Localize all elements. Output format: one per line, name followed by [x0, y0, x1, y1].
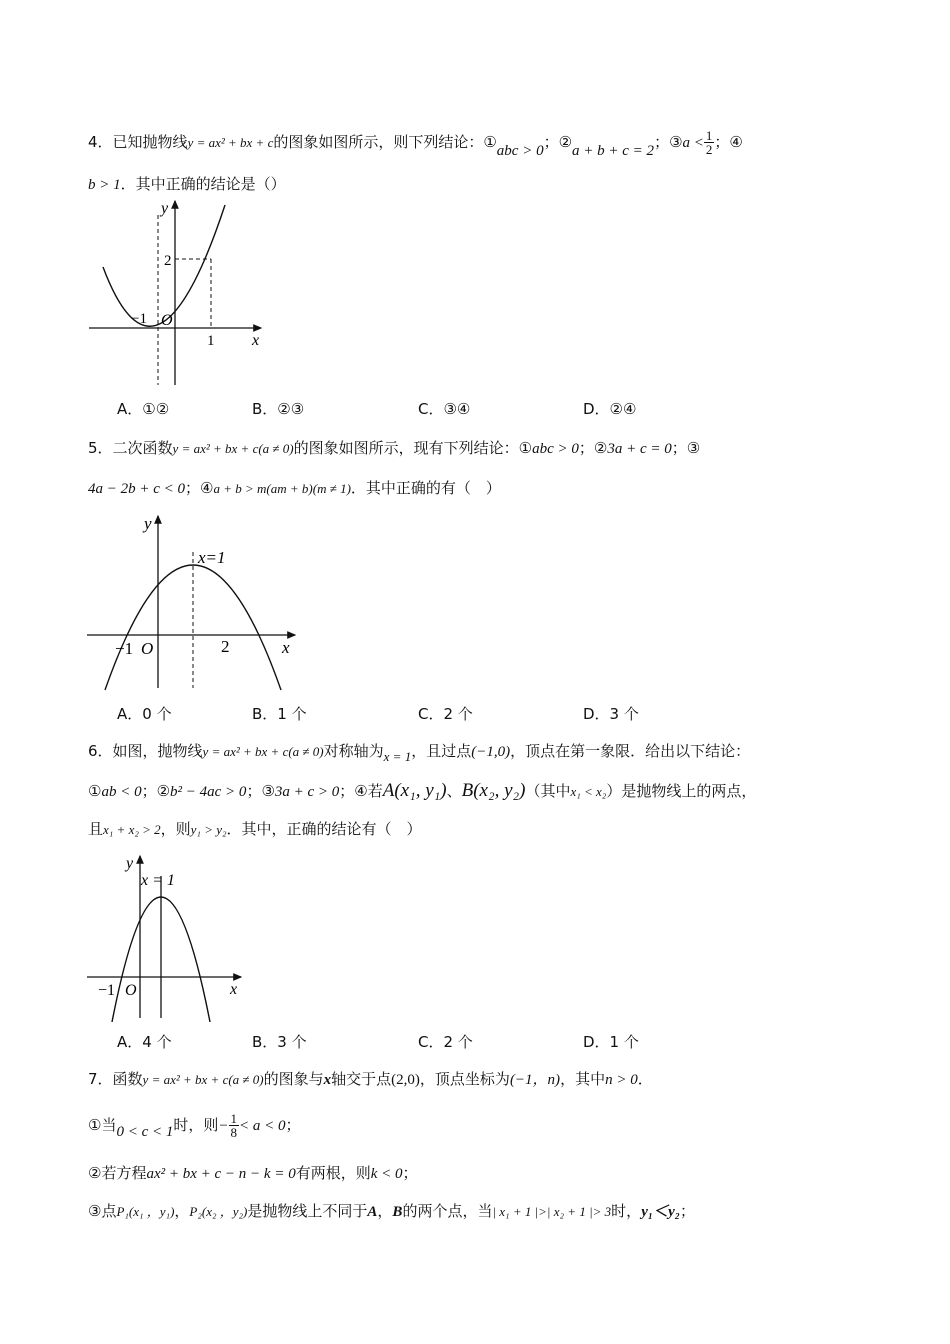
q6-line2-tail: ）是抛物线上的两点，: [606, 782, 757, 800]
q4-x-label: x: [252, 332, 260, 349]
q4-mid-text: 的图象如图所示，则下列结论：①: [273, 133, 497, 151]
q5-equation: y = ax² + bx + c(a ≠ 0): [172, 441, 294, 456]
q6-tick-neg1: −1: [98, 982, 116, 999]
q7-s3-comma2: ，: [377, 1202, 393, 1220]
q7-s2-cond: k < 0: [370, 1166, 403, 1182]
q7-point: (2,0): [391, 1072, 420, 1088]
q5-tail: ．其中正确的有（ ）: [350, 479, 501, 497]
q4-tail: ．其中正确的结论是（）: [120, 175, 286, 193]
q4-conclusion-1: abc > 0: [496, 143, 544, 159]
q6-conclusion-1: ab < 0: [101, 784, 142, 800]
q6-line3-tail: ．其中，正确的结论有（ ）: [226, 820, 422, 838]
q5-line1: [88, 437, 700, 458]
q4-line1: [88, 128, 743, 159]
q4-conclusion-4: b > 1: [88, 177, 121, 193]
q6-s1: ①: [88, 782, 102, 800]
q4-sep3: ；④: [714, 133, 743, 151]
q6-conclusion-2: b² − 4ac > 0: [170, 784, 247, 800]
q4-option-a[interactable]: A．①②: [117, 400, 170, 418]
q6-option-a[interactable]: A．4 个: [117, 1033, 172, 1051]
q7-s3-p1: P₁(x₁ ，y₁): [116, 1204, 175, 1219]
q5-sep3: ；④: [185, 479, 214, 497]
q5-conclusion-4: a + b > m(am + b)(m ≠ 1): [213, 481, 351, 496]
q7-mid3: ，顶点坐标为: [419, 1070, 510, 1088]
q7-s1-fraction: $\frac{1}{8}$: [230, 1111, 237, 1140]
q7-xvar: x: [323, 1072, 332, 1088]
q6-option-d[interactable]: D．1 个: [583, 1033, 639, 1051]
q7-s2-equation: ax² + bx + c − n − k = 0: [146, 1166, 296, 1182]
q7-mid: 的图象与: [263, 1070, 324, 1088]
q7-s1-cond: 0 < c < 1: [116, 1124, 174, 1140]
q5-y-label: y: [144, 514, 152, 533]
q5-sep1: ；②: [578, 439, 608, 457]
q6-line3-cond2: y₁ > y₂: [190, 822, 227, 837]
q5-prefix: 5．二次函数: [88, 439, 173, 457]
q7-s2-mid: 有两根，则: [295, 1164, 371, 1182]
q6-option-c[interactable]: C．2 个: [418, 1033, 473, 1051]
q6-prefix: 6．如图，抛物线: [88, 742, 203, 760]
q7-s2-pre: ②若方程: [88, 1164, 147, 1182]
q6-line2: [88, 780, 756, 802]
q6-option-b[interactable]: B．3 个: [252, 1033, 307, 1051]
q6-mid2: ，且过点: [411, 742, 472, 760]
q7-statement-2: [88, 1162, 418, 1183]
q7-statement-3: [88, 1200, 695, 1221]
q7-s3-b: B: [392, 1204, 403, 1220]
q4-equation: y = ax² + bx + c: [187, 135, 274, 150]
q6-mid-text: 对称轴为: [323, 742, 384, 760]
q7-s3-comma: ，: [174, 1202, 190, 1220]
q6-s3: ；③: [246, 782, 275, 800]
q7-s1-pre: ①当: [88, 1116, 117, 1134]
q6-s2: ；②: [141, 782, 171, 800]
q6-s4: ；④若: [339, 782, 383, 800]
q6-point-a: A(x₁, y₁): [382, 780, 447, 801]
q7-tail: ．: [637, 1070, 653, 1088]
q4-sep1: ；②: [543, 133, 573, 151]
q6-x-label: x: [230, 981, 238, 998]
q5-tick-neg1: −1: [115, 639, 134, 658]
q6-condition: x₁ < x₂: [570, 784, 607, 799]
q4-option-d[interactable]: D．②④: [583, 400, 637, 418]
q7-mid4: ，其中: [560, 1070, 606, 1088]
q7-line1: [88, 1068, 653, 1089]
q7-condition: n > 0: [605, 1072, 638, 1088]
q5-x-label: x: [282, 638, 290, 657]
q5-option-c[interactable]: C．2 个: [418, 705, 473, 723]
q6-line3-mid: ，则: [160, 820, 191, 838]
q5-origin-label: O: [141, 639, 154, 658]
q4-prefix: 4．已知抛物线: [88, 133, 188, 151]
q7-s3-cond: | x₁ + 1 |>| x₂ + 1 |> 3: [492, 1204, 612, 1219]
q5-conclusion-3: 4a − 2b + c < 0: [88, 481, 186, 497]
q7-statement-1: [88, 1112, 301, 1139]
q5-graph: [85, 512, 305, 692]
q7-s3-pre: ③点: [88, 1202, 117, 1220]
q4-graph: [85, 195, 270, 390]
q6-line3-pre: 且: [88, 820, 104, 838]
q6-equation: y = ax² + bx + c(a ≠ 0): [202, 744, 324, 759]
q4-sep2: ；③: [654, 133, 683, 151]
q5-option-a[interactable]: A．0 个: [117, 705, 172, 723]
q6-axis-of-symmetry-label: x = 1: [141, 872, 175, 889]
q4-option-b[interactable]: B．②③: [252, 400, 305, 418]
q7-s3-mid: 是抛物线上不同于: [247, 1202, 368, 1220]
q6-tail: ，顶点在第一象限．给出以下结论：: [510, 742, 751, 760]
q6-axis: x = 1: [383, 749, 412, 764]
q5-conclusion-2: 3a + c = 0: [607, 441, 672, 457]
q5-tick-2: 2: [221, 637, 230, 656]
q7-s1-neg: −: [218, 1118, 229, 1134]
q7-s1-tail: < a < 0: [239, 1118, 286, 1134]
q7-s3-end: ；: [679, 1202, 695, 1220]
q4-tick-1: 1: [207, 333, 215, 349]
q6-conclusion-3: 3a + c > 0: [274, 784, 340, 800]
q4-option-c[interactable]: C．③④: [418, 400, 471, 418]
q5-option-d[interactable]: D．3 个: [583, 705, 639, 723]
q7-s3-a: A: [367, 1204, 378, 1220]
q7-s1-mid: 时，则: [173, 1116, 219, 1134]
q7-s3-mid3: 时，: [611, 1202, 642, 1220]
q6-graph: [85, 852, 250, 1022]
q7-s3-p2: P₂(x₂ ，y₂): [189, 1204, 248, 1219]
q4-line2: [88, 173, 286, 194]
q6-s5: 、: [446, 782, 462, 800]
q6-origin-label: O: [125, 982, 137, 999]
q4-tick-2: 2: [164, 253, 172, 269]
q6-point: (−1,0): [471, 744, 511, 760]
q4-fraction-half: $\frac{1}{2}$: [705, 128, 713, 157]
q5-option-b[interactable]: B．1 个: [252, 705, 307, 723]
q7-s1-end: ；: [285, 1116, 301, 1134]
q5-mid-text: 的图象如图所示，现有下列结论：①: [293, 439, 533, 457]
q7-equation: y = ax² + bx + c(a ≠ 0): [142, 1072, 264, 1087]
q4-conclusion-2: a + b + c = 2: [572, 143, 655, 159]
q6-point-b: B(x₂, y₂): [461, 780, 526, 801]
q4-y-label: y: [161, 200, 169, 217]
q4-origin-label: O: [161, 312, 173, 329]
q7-mid2: 轴交于点: [331, 1070, 392, 1088]
q7-vertex: (−1，n): [509, 1072, 561, 1088]
q5-sep2: ；③: [671, 439, 701, 457]
q4-tick-neg1: −1: [131, 311, 147, 327]
q7-prefix: 7．函数: [88, 1070, 143, 1088]
q5-line2: [88, 477, 501, 498]
q4-conclusion-3: a <: [682, 135, 704, 151]
q6-line1: [88, 740, 751, 764]
q5-conclusion-1: abc > 0: [532, 441, 579, 457]
q6-line3: [88, 818, 422, 839]
q7-s3-mid2: 的两个点，当: [402, 1202, 493, 1220]
q6-s6: （其中: [525, 782, 571, 800]
q7-s2-end: ；: [402, 1164, 418, 1182]
q5-axis-of-symmetry-label: x=1: [198, 548, 226, 567]
q6-line3-cond1: x₁ + x₂ > 2: [103, 822, 161, 837]
q6-y-label: y: [126, 855, 134, 872]
q7-s3-result: y₁＜y₂: [641, 1204, 680, 1220]
